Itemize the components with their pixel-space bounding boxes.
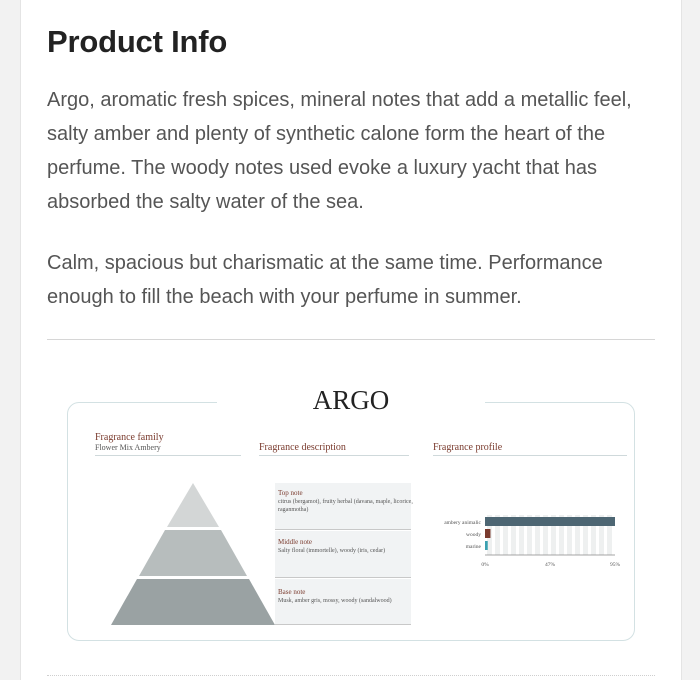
base-note-label: Base note [278, 588, 306, 596]
perfume-name: ARGO [217, 385, 486, 415]
data-bar [485, 529, 490, 538]
description-paragraph-1: Argo, aromatic fresh spices, mineral notes that add a metallic feel, salty amber and plenty of synthetic calone form the heart of the perfume. The woody notes used evoke a luxury yacht that has absorbed the salty water of the sea. [47, 89, 632, 213]
page-title: Product Info [47, 24, 228, 59]
description-paragraph-2: Calm, spacious but charismatic at the same time. Performance enough to fill the beach with your perfume in summer. [47, 252, 603, 308]
data-bar [485, 541, 488, 550]
note-separator [275, 529, 411, 530]
family-heading: Fragrance family [95, 432, 164, 443]
fragrance-profile-chart [429, 505, 619, 585]
profile-underline [433, 455, 627, 456]
tick-label: 95% [609, 562, 621, 568]
product-info-card [20, 0, 682, 680]
fragrance-info-image [67, 385, 635, 641]
family-underline [95, 455, 241, 456]
data-bar [485, 517, 615, 526]
category-label: ambery animalic [444, 520, 481, 526]
fragrance-pyramid [109, 483, 277, 627]
family-value: Flower Mix Ambery [95, 443, 161, 452]
base-note-text: Musk, amber gris, mossy, woody (sandalwood) [278, 598, 392, 604]
description-underline [259, 455, 409, 456]
middle-note-label: Middle note [278, 538, 313, 546]
bottom-divider [47, 675, 655, 676]
pyramid-middle-tier [139, 530, 247, 576]
top-note-label: Top note [278, 489, 303, 497]
category-label: woody [466, 532, 481, 538]
tick-label: 0% [481, 562, 489, 568]
pyramid-top-tier [167, 483, 219, 527]
section-divider [47, 339, 655, 340]
tick-label: 47% [544, 562, 556, 568]
profile-heading: Fragrance profile [433, 442, 503, 453]
note-separator [275, 577, 411, 578]
category-label: marine [465, 544, 481, 550]
top-note-text: citrus (bergamot), fruity herbal (davana, maple, licorice, raganmotha) [278, 499, 413, 513]
middle-note-text: Salty floral (immortelle), woody (iris, cedar) [278, 548, 386, 554]
perfume-name-heading [67, 385, 635, 416]
description-heading: Fragrance description [259, 442, 346, 453]
pyramid-base-tier [111, 579, 275, 625]
note-separator [275, 624, 411, 625]
